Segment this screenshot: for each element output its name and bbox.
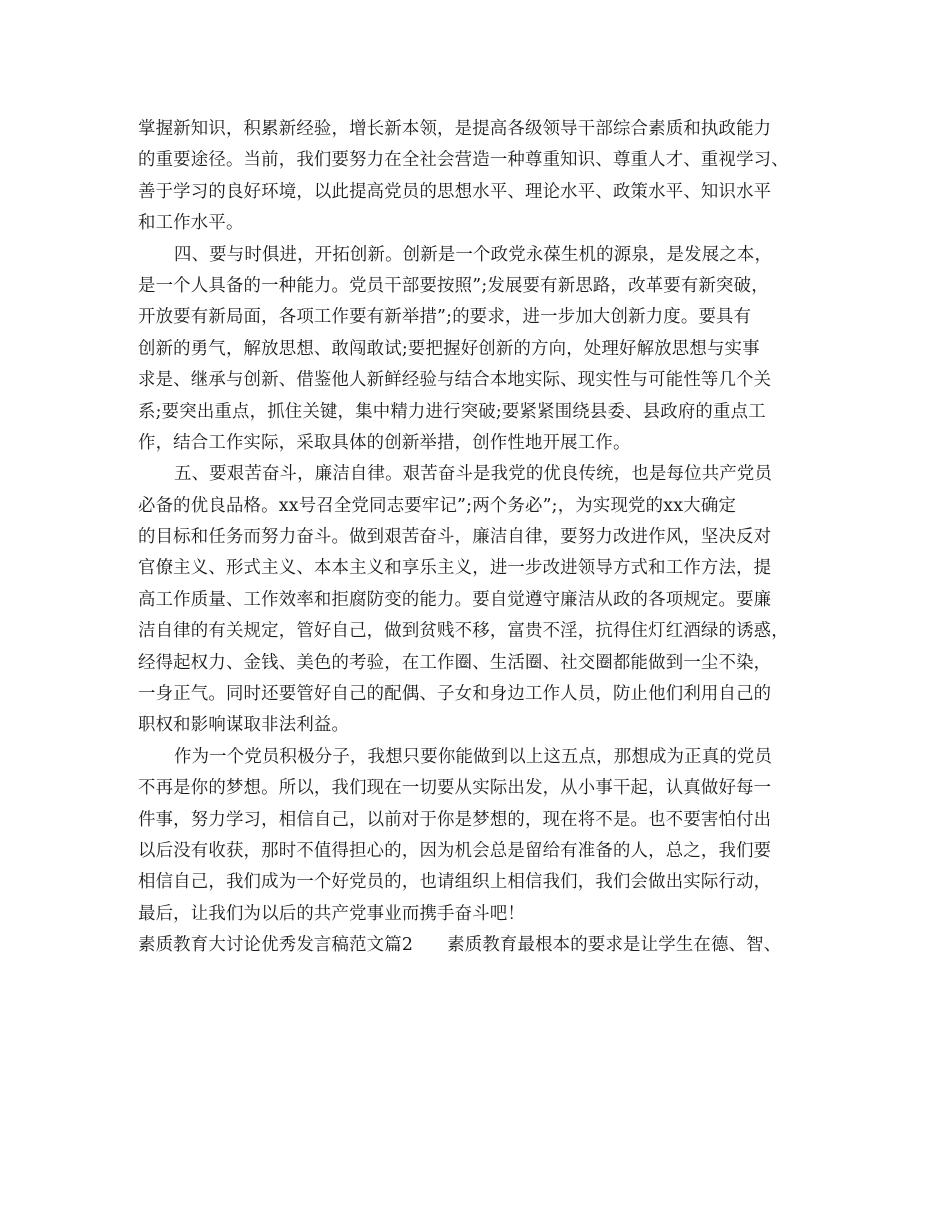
section-title-line [138, 930, 828, 961]
text-line: 掌握新知识，积累新经验，增长新本领，是提高各级领导干部综合素质和执政能力 [138, 119, 772, 139]
text-line: 作，结合工作实际，采取具体的创新举措，创作性地开展工作。 [138, 432, 631, 453]
text-line: 洁自律的有关规定，管好自己，做到贫贱不移，富贵不淫，抗得住灯红酒绿的诱惑， [138, 621, 789, 642]
text-line: 必备的优良品格。xx号召全党同志要牢记”;两个务必”;，为实现党的xx大确定 [138, 495, 737, 516]
document-body [138, 114, 828, 962]
text-line: 是一个人具备的一种能力。党员干部要按照”;发展要有新思路，改革要有新突破， [138, 275, 769, 296]
text-line: 的重要途径。当前，我们要努力在全社会营造一种尊重知识、尊重人才、重视学习、 [138, 150, 789, 171]
text-line: 官僚主义、形式主义、本本主义和享乐主义，进一步改进领导方式和工作方法，提 [138, 558, 772, 579]
text-line: 职权和影响谋取非法利益。 [138, 715, 350, 736]
section-start-text: 素质教育最根本的要求是让学生在德、智、 [447, 935, 782, 956]
text-line: 四、要与时俱进，开拓创新。创新是一个政党永葆生机的源泉，是发展之本， [174, 244, 773, 265]
text-line: 最后，让我们为以后的共产党事业而携手奋斗吧！ [138, 903, 525, 924]
text-line: 以后没有收获，那时不值得担心的，因为机会总是留给有准备的人，总之，我们要 [138, 840, 772, 861]
text-line: 经得起权力、金钱、美色的考验，在工作圈、生活圈、社交圈都能做到一尘不染， [138, 652, 772, 673]
text-line: 五、要艰苦奋斗，廉洁自律。艰苦奋斗是我党的优良传统，也是每位共产党员 [174, 464, 773, 485]
text-line: 和工作水平。 [138, 213, 244, 234]
text-line: 件事，努力学习，相信自己，以前对于你是梦想的，现在将不是。也不要害怕付出 [138, 809, 772, 830]
paragraph-lines [138, 114, 828, 930]
text-line: 开放要有新局面，各项工作要有新举措”;的要求，进一步加大创新力度。要具有 [138, 307, 752, 328]
text-line: 相信自己，我们成为一个好党员的，也请组织上相信我们，我们会做出实际行动， [138, 872, 772, 893]
text-line: 求是、继承与创新、借鉴他人新鲜经验与结合本地实际、现实性与可能性等几个关 [138, 370, 772, 391]
text-line: 善于学习的良好环境，以此提高党员的思想水平、理论水平、政策水平、知识水平 [138, 181, 772, 202]
section-title: 素质教育大讨论优秀发言稿范文篇2 [138, 935, 414, 956]
text-line: 作为一个党员积极分子，我想只要你能做到以上这五点，那想成为正真的党员 [174, 746, 773, 767]
text-line: 不再是你的梦想。所以，我们现在一切要从实际出发，从小事干起，认真做好每一 [138, 778, 772, 799]
text-line: 的目标和任务而努力奋斗。做到艰苦奋斗，廉洁自律，要努力改进作风，坚决反对 [138, 527, 772, 548]
text-line: 高工作质量、工作效率和拒腐防变的能力。要自觉遵守廉洁从政的各项规定。要廉 [138, 589, 772, 610]
text-line: 一身正气。同时还要管好自己的配偶、子女和身边工作人员，防止他们利用自己的 [138, 684, 772, 705]
text-line: 系;要突出重点，抓住关键，集中精力进行突破;要紧紧围绕县委、县政府的重点工 [138, 401, 766, 422]
text-line: 创新的勇气，解放思想、敢闯敢试;要把握好创新的方向，处理好解放思想与实事 [138, 338, 760, 359]
